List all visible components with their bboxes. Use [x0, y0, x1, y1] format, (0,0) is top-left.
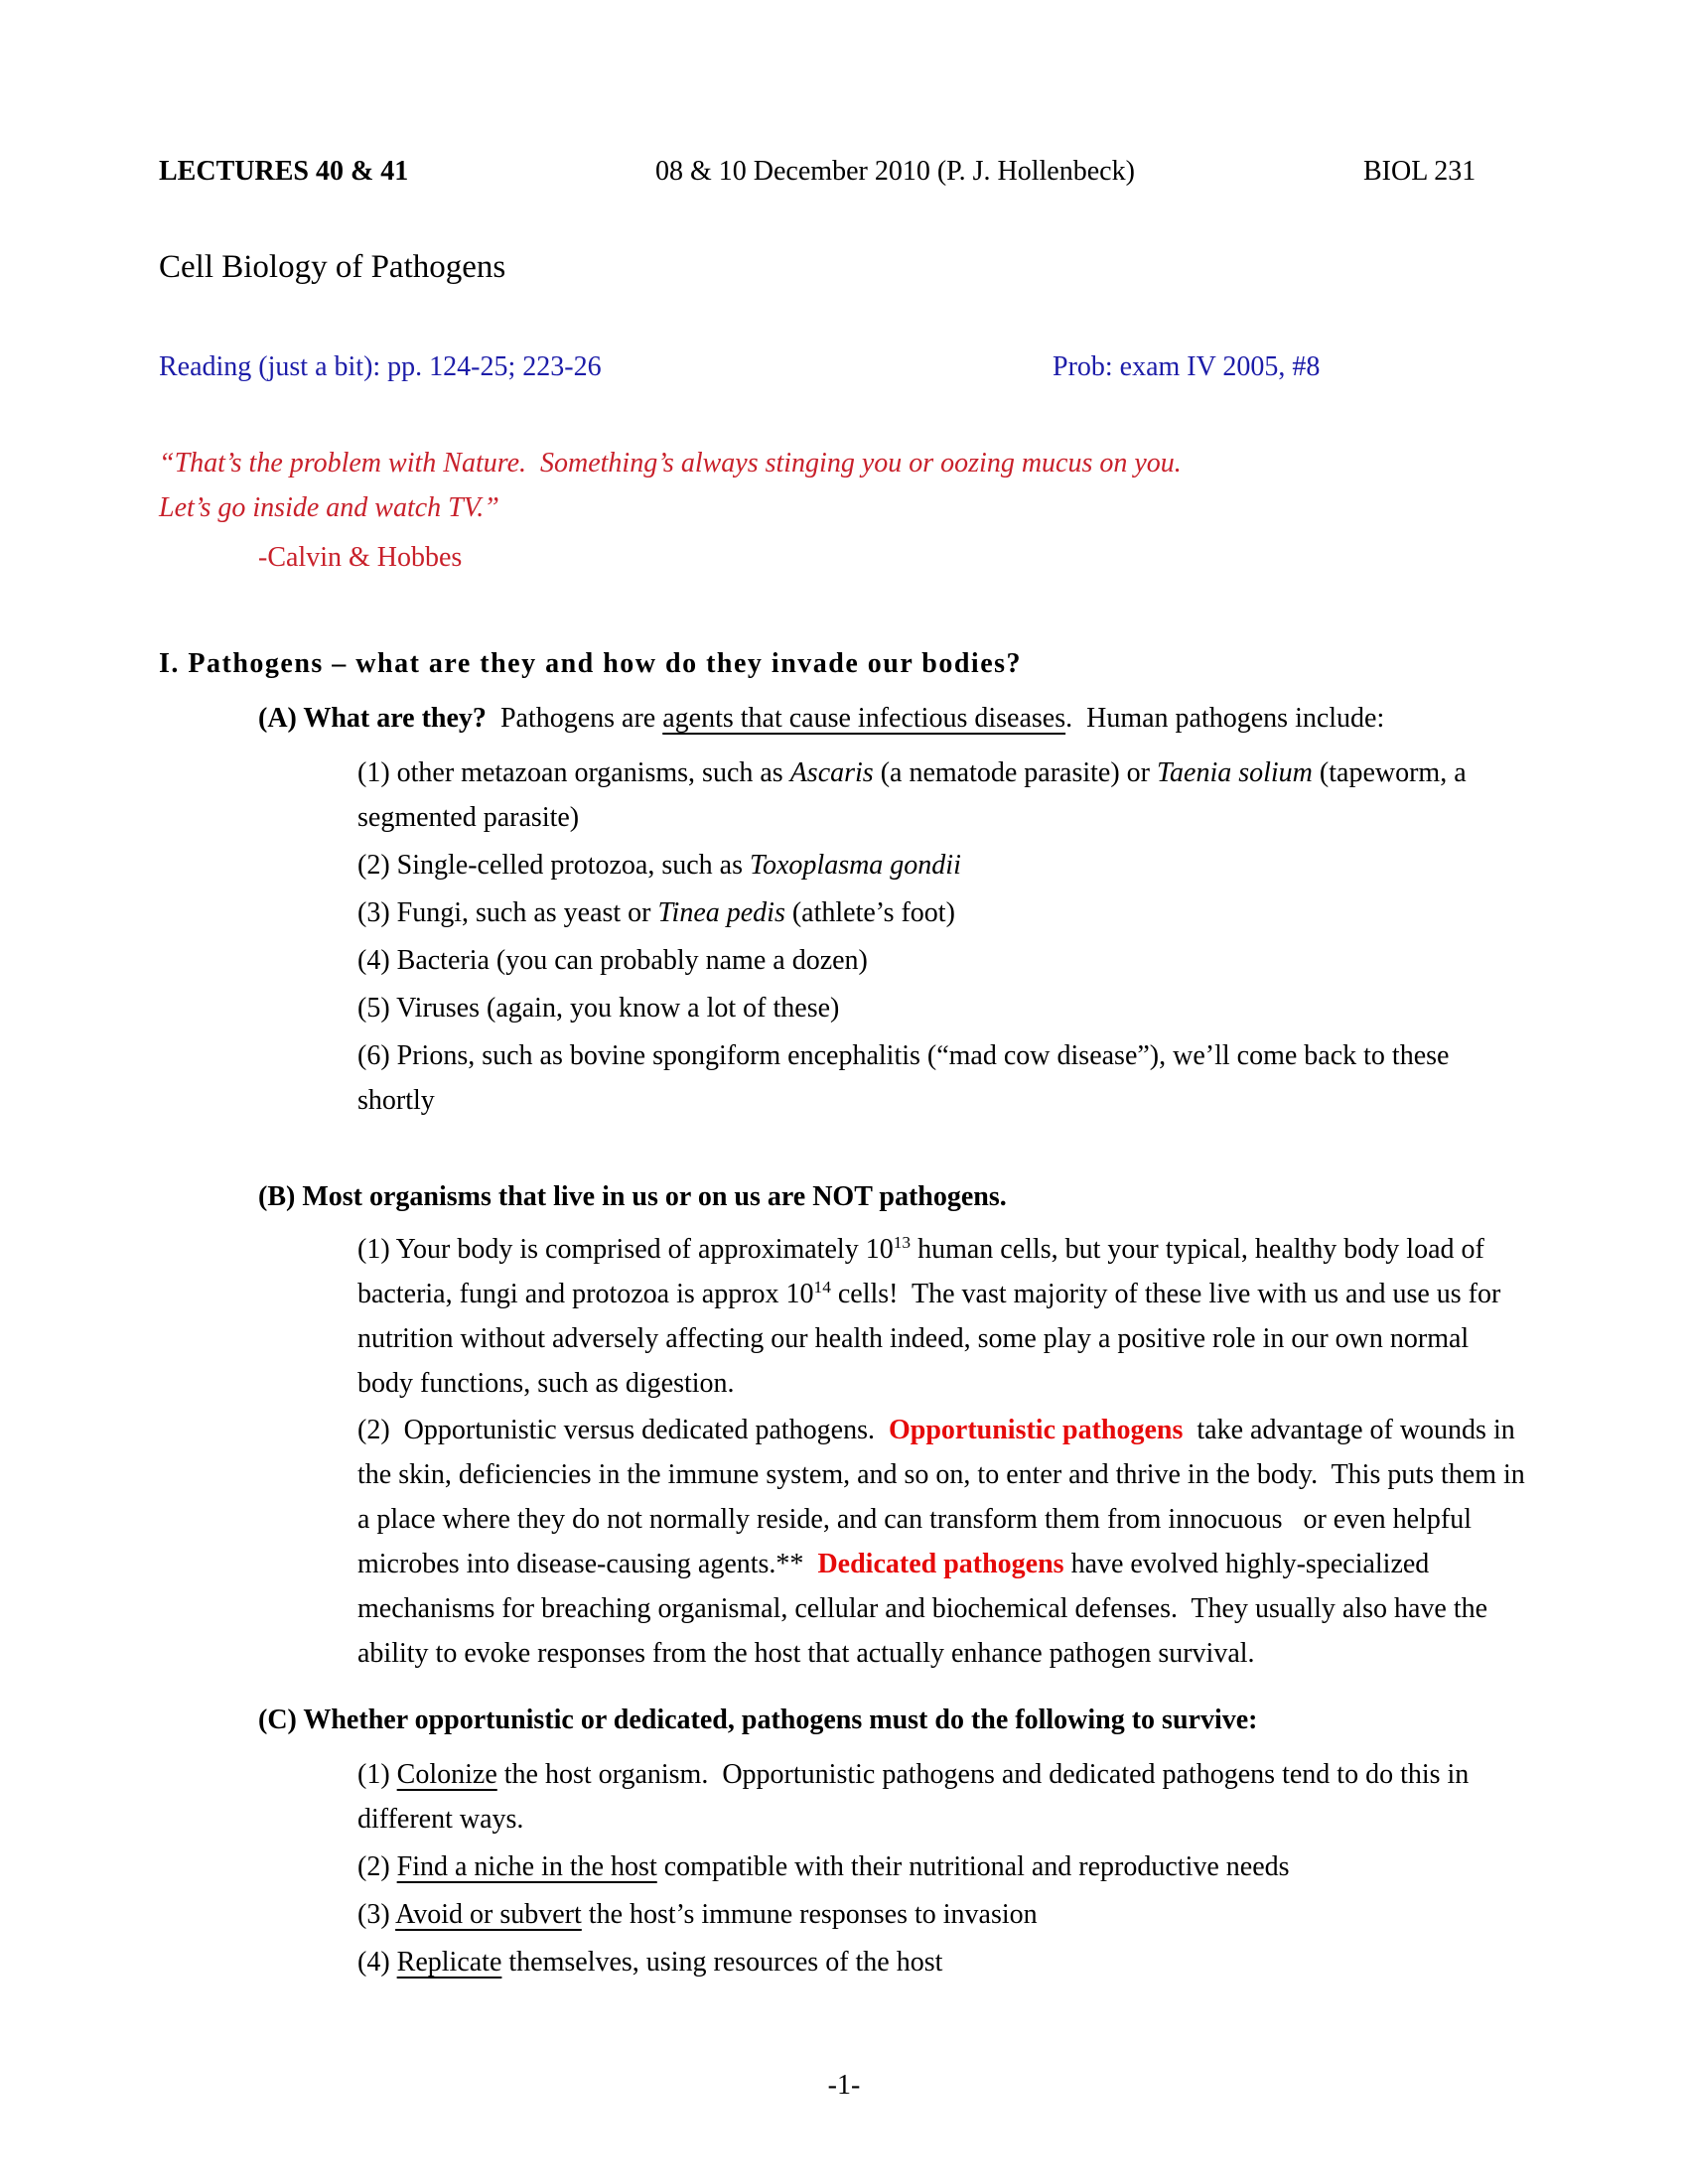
text-run: have evolved highly-specialized mechanisms for breaching organismal, cellular and biochemical defenses. They usually also have the ability to evoke responses from the host that actually enhance pathogen survival.: [357, 1549, 1495, 1669]
text-run: (athlete’s foot): [784, 897, 955, 928]
reading-assignment: Reading (just a bit): pp. 124-25; 223-26: [159, 351, 602, 382]
list-item-4: [357, 1940, 1529, 1984]
text-run: cells! The vast majority of these live with us and use us for nutrition without adversely affecting our health indeed, some play a positive role in our own normal body functions, such as digestion.: [357, 1279, 1508, 1399]
text-run: . Human pathogens include:: [1065, 703, 1385, 734]
page-number: -1-: [827, 2070, 861, 2101]
page-title: Cell Biology of Pathogens: [159, 249, 506, 285]
superscript-exponent: 14: [813, 1278, 831, 1297]
text-run: compatible with their nutritional and reproductive needs: [656, 1851, 1290, 1882]
species-name: Toxoplasma gondii: [749, 850, 961, 881]
quote-attribution: -Calvin & Hobbes: [258, 542, 463, 573]
pathogen-type-list: [159, 751, 1529, 1123]
underlined-term: Find a niche in the host: [396, 1851, 657, 1882]
quote-block: [159, 441, 1529, 530]
list-item-5: [357, 986, 1529, 1030]
text-run: human cells, but your typical, healthy body load of bacteria, fungi and protozoa is approx 10: [357, 1234, 1491, 1309]
text-run: themselves, using resources of the host: [501, 1947, 943, 1978]
text-run: (4): [357, 1947, 397, 1978]
underlined-term: Avoid or subvert: [395, 1899, 582, 1930]
list-item-2: [357, 1844, 1529, 1889]
text-run: (tapeworm, a segmented parasite): [357, 757, 1474, 833]
list-item-6: [357, 1033, 1529, 1123]
text-run: take advantage of wounds in the skin, deficiencies in the immune system, and so on, to enter and thrive in the body. This puts them in a place where they do not normally reside, and can transform them from innocuous or even helpful microbes into disease-causing agents.**: [357, 1415, 1532, 1579]
quote-line-2: Let’s go inside and watch TV.”: [159, 492, 499, 523]
list-item-1: [357, 751, 1529, 840]
quote-line-1: “That’s the problem with Nature. Something’s always stinging you or oozing mucus on you.: [159, 448, 1182, 478]
section-1-heading: I. Pathogens – what are they and how do they invade our bodies?: [159, 648, 1023, 679]
text-run: (1) other metazoan organisms, such as: [357, 757, 790, 788]
part-c-heading: (C) Whether opportunistic or dedicated, pathogens must do the following to survive:: [258, 1705, 1258, 1735]
underlined-term: Replicate: [396, 1947, 502, 1978]
course-code: BIOL 231: [1363, 156, 1477, 187]
survival-steps-list: [159, 1752, 1529, 1984]
species-name: Tinea pedis: [657, 897, 785, 928]
list-item-2: [357, 843, 1529, 887]
text-run: (1): [357, 1759, 397, 1790]
part-b-heading: (B) Most organisms that live in us or on us are NOT pathogens.: [258, 1181, 1007, 1212]
part-a-label: (A) What are they?: [258, 703, 487, 734]
superscript-exponent: 13: [893, 1233, 912, 1253]
part-a-paragraph: [258, 696, 1489, 741]
document-header: [159, 149, 1529, 194]
lecture-number: LECTURES 40 & 41: [159, 156, 409, 187]
text-run: (6) Prions, such as bovine spongiform encephalitis (“mad cow disease”), we’ll come back to these shortly: [357, 1040, 1457, 1116]
info-line: [159, 344, 1529, 389]
list-item-3: [357, 890, 1529, 935]
text-run: the host’s immune responses to invasion: [581, 1899, 1038, 1930]
lecture-date-author: 08 & 10 December 2010 (P. J. Hollenbeck): [655, 156, 1135, 187]
text-run: the host organism. Opportunistic pathogens and dedicated pathogens tend to do this in different ways.: [357, 1759, 1477, 1835]
species-name: Ascaris: [789, 757, 874, 788]
text-run: Pathogens are: [486, 703, 663, 734]
part-b-paragraph-2: [357, 1408, 1532, 1676]
text-run: (5) Viruses (again, you know a lot of these): [357, 993, 840, 1024]
part-b-paragraph-1: [357, 1227, 1529, 1406]
text-run: (2) Single-celled protozoa, such as: [357, 850, 750, 881]
text-run: (2): [357, 1851, 397, 1882]
problem-reference: Prob: exam IV 2005, #8: [1053, 351, 1321, 382]
text-run: (1) Your body is comprised of approximately 10: [357, 1234, 894, 1265]
text-run: (2) Opportunistic versus dedicated pathogens.: [357, 1415, 889, 1445]
text-run: (a nematode parasite) or: [873, 757, 1158, 788]
underlined-term: Colonize: [396, 1759, 497, 1790]
key-term-opportunistic: Opportunistic pathogens: [888, 1415, 1184, 1445]
species-name: Taenia solium: [1157, 757, 1313, 788]
list-item-3: [357, 1892, 1529, 1937]
list-item-4: [357, 938, 1529, 983]
text-run: (3): [357, 1899, 396, 1930]
key-term-dedicated: Dedicated pathogens: [817, 1549, 1064, 1579]
text-run: (4) Bacteria (you can probably name a dozen): [357, 945, 868, 976]
text-run: (3) Fungi, such as yeast or: [357, 897, 658, 928]
underlined-definition: agents that cause infectious diseases: [662, 703, 1066, 734]
list-item-1: [357, 1752, 1529, 1842]
